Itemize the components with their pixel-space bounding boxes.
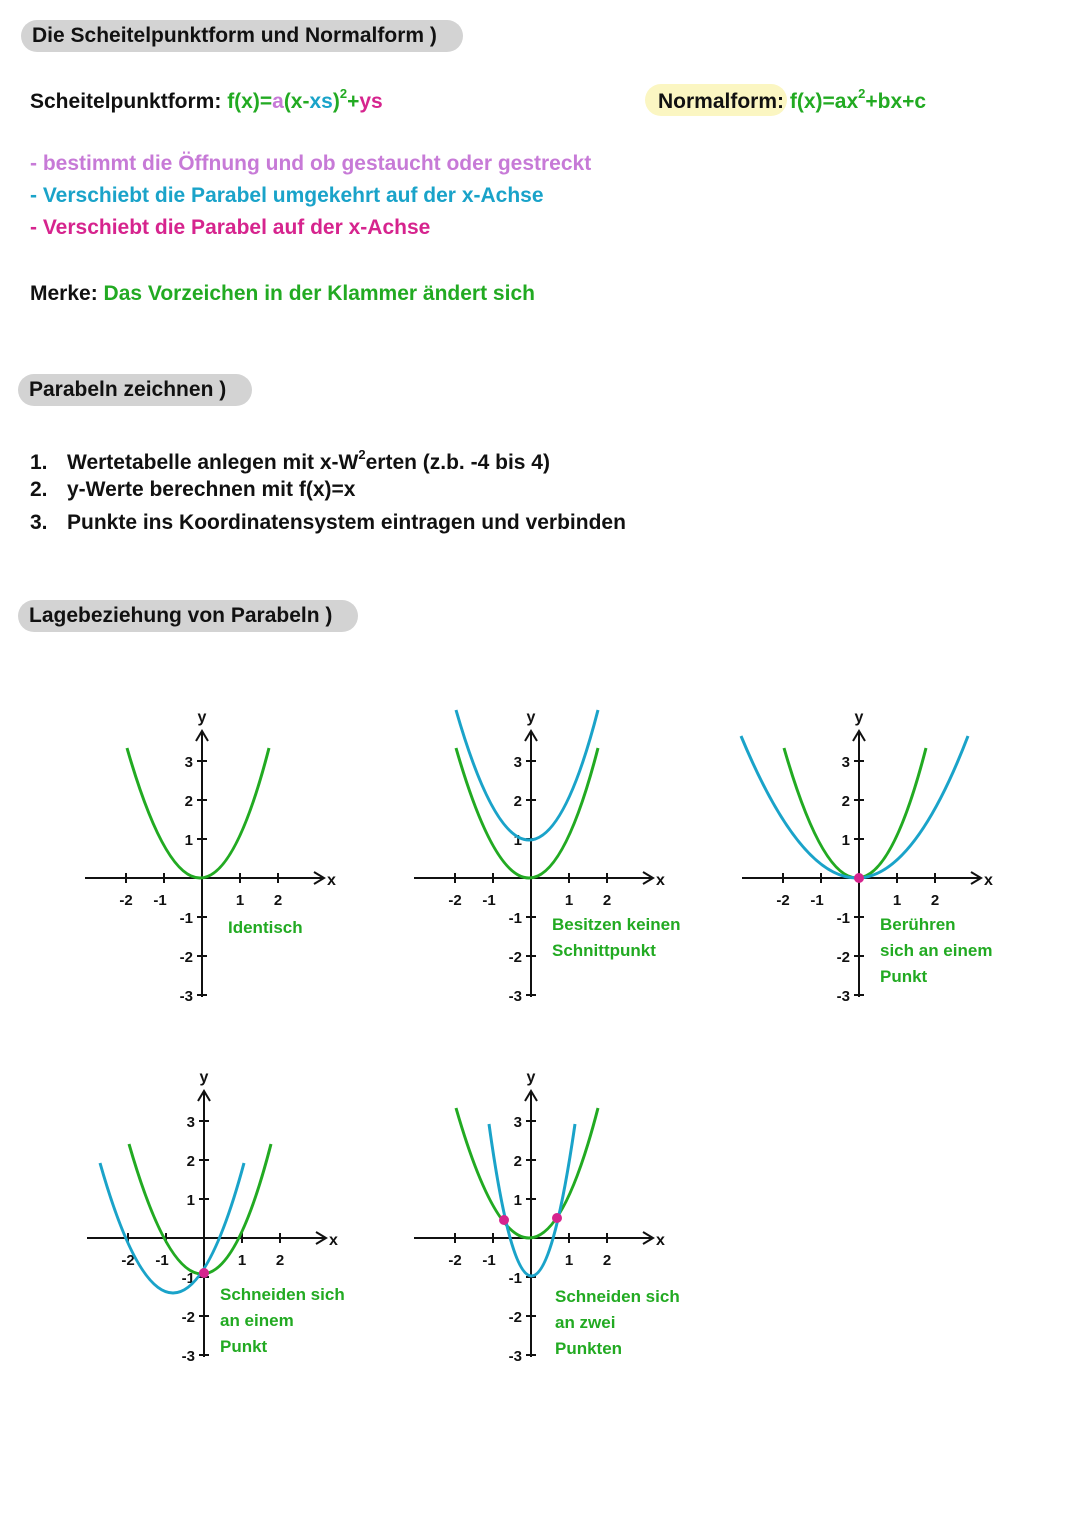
tick-label: -3 bbox=[181, 1348, 195, 1365]
section-title-scheitelpunktform: Die Scheitelpunktform und Normalform ) bbox=[21, 20, 463, 52]
merke-text: Das Vorzeichen in der Klammer ändert sich bbox=[103, 282, 535, 305]
merke-label: Merke: bbox=[30, 282, 104, 305]
tick-label: -2 bbox=[121, 1252, 135, 1269]
intersection-point bbox=[199, 1268, 209, 1278]
tick-label: 2 bbox=[186, 1153, 195, 1170]
bullet-ys: - Verschiebt die Parabel auf der x-Achse bbox=[30, 216, 431, 239]
step-text: Punkte ins Koordinatensystem eintragen und verbinden bbox=[67, 511, 626, 534]
tick-label: 1 bbox=[564, 1252, 574, 1269]
axis-y-label: y bbox=[199, 1069, 209, 1086]
tick-label: 1 bbox=[237, 1252, 247, 1269]
scheitelpunktform-line bbox=[30, 88, 383, 114]
normalform-formula-part1: f(x)=ax bbox=[789, 90, 859, 113]
scheitelpunktform-label: Scheitelpunktform: bbox=[30, 90, 228, 113]
step-number: 3. bbox=[30, 511, 48, 534]
tick-label: -3 bbox=[508, 1348, 522, 1365]
formula-exponent: 2 bbox=[339, 86, 348, 101]
tick-label: 3 bbox=[513, 1114, 522, 1131]
graph-identisch bbox=[80, 700, 340, 1005]
bullet-xs: - Verschiebt die Parabel umgekehrt auf der x-Achse bbox=[30, 184, 544, 207]
graph-label-line: Besitzen keinen bbox=[552, 915, 681, 934]
parabola-green bbox=[784, 748, 926, 878]
tick-label: 2 bbox=[602, 1252, 612, 1269]
tick-label: 3 bbox=[184, 754, 193, 771]
axis-x-label: x bbox=[984, 872, 993, 889]
tick-label: -1 bbox=[508, 910, 522, 927]
tick-label: -1 bbox=[181, 1270, 195, 1287]
formula-plus: + bbox=[347, 90, 360, 113]
tick-label: 3 bbox=[513, 754, 522, 771]
axis-x-label: x bbox=[656, 872, 665, 889]
tick-label: -2 bbox=[181, 1309, 195, 1326]
step-text-pre: Wertetabelle anlegen mit x-W bbox=[67, 451, 359, 474]
graph-label-line: Berühren bbox=[880, 915, 956, 934]
tick-label: 3 bbox=[186, 1114, 195, 1131]
tick-label: -1 bbox=[810, 892, 824, 909]
step-item bbox=[30, 506, 626, 539]
section-title-lagebeziehung: Lagebeziehung von Parabeln ) bbox=[18, 600, 358, 632]
intersection-point bbox=[552, 1213, 562, 1223]
tick-label: 1 bbox=[186, 1192, 195, 1209]
tick-label: 2 bbox=[184, 793, 193, 810]
tick-label: 1 bbox=[841, 832, 850, 849]
formula-paren-close: ) bbox=[332, 90, 340, 113]
graph-label-line: an zwei bbox=[555, 1313, 616, 1332]
step-text: y-Werte berechnen mit f(x)=x bbox=[67, 478, 356, 501]
tick-label: -1 bbox=[179, 910, 193, 927]
tick-label: 2 bbox=[513, 793, 522, 810]
tick-label: 3 bbox=[841, 754, 850, 771]
tick-label: 1 bbox=[564, 892, 574, 909]
graph-label-line: Punkt bbox=[220, 1337, 268, 1356]
merke-line bbox=[30, 282, 535, 306]
tick-label: -1 bbox=[482, 892, 496, 909]
axis-y-label: y bbox=[854, 709, 864, 726]
step-item bbox=[30, 473, 626, 506]
parabola-cyan bbox=[741, 736, 968, 878]
graph-label-zwei-schnittpunkte bbox=[555, 1284, 680, 1362]
graph-label-line: Schneiden sich bbox=[220, 1285, 345, 1304]
tick-label: -1 bbox=[508, 1270, 522, 1287]
step-text-post: erten (z.b. -4 bis 4) bbox=[365, 451, 550, 474]
normalform-line bbox=[658, 88, 926, 114]
graph-label-line: Punkt bbox=[880, 967, 928, 986]
tick-label: -2 bbox=[508, 1309, 522, 1326]
tick-label: 2 bbox=[930, 892, 940, 909]
normalform-exponent: 2 bbox=[858, 86, 866, 101]
axis-x-label: x bbox=[329, 1232, 338, 1249]
step-number: 2. bbox=[30, 478, 48, 501]
section-title-parabeln-zeichnen: Parabeln zeichnen ) bbox=[18, 374, 252, 406]
tick-label: 1 bbox=[235, 892, 245, 909]
tick-label: 2 bbox=[513, 1153, 522, 1170]
touch-point bbox=[854, 873, 864, 883]
axis-y-label: y bbox=[526, 709, 536, 726]
parabola-green bbox=[127, 748, 269, 878]
parabola-cyan bbox=[100, 1163, 247, 1293]
tick-label: -2 bbox=[448, 1252, 462, 1269]
tick-label: -3 bbox=[179, 988, 193, 1005]
graph-label-line: Identisch bbox=[228, 918, 303, 937]
tick-label: 2 bbox=[273, 892, 283, 909]
parabola-green bbox=[456, 748, 598, 878]
graph-label-line: sich an einem bbox=[880, 941, 993, 960]
tick-label: 1 bbox=[184, 832, 193, 849]
normalform-label: Normalform: bbox=[658, 90, 790, 113]
tick-label: -2 bbox=[179, 949, 193, 966]
graph-label-line: an einem bbox=[220, 1311, 294, 1330]
tick-label: 1 bbox=[513, 832, 522, 849]
tick-label: -3 bbox=[508, 988, 522, 1005]
axis-y-label: y bbox=[197, 709, 207, 726]
tick-label: 2 bbox=[275, 1252, 285, 1269]
tick-label: -2 bbox=[119, 892, 133, 909]
graph-label-line: Punkten bbox=[555, 1339, 623, 1358]
tick-label: -2 bbox=[448, 892, 462, 909]
bullet-a: - bestimmt die Öffnung und ob gestaucht oder gestreckt bbox=[30, 152, 592, 175]
axis-y-label: y bbox=[526, 1069, 536, 1086]
tick-label: 2 bbox=[602, 892, 612, 909]
tick-label: -3 bbox=[836, 988, 850, 1005]
steps-list bbox=[30, 440, 626, 539]
formula-a: a bbox=[272, 90, 284, 113]
tick-label: -2 bbox=[776, 892, 790, 909]
axis-x-label: x bbox=[656, 1232, 665, 1249]
tick-label: -1 bbox=[836, 910, 850, 927]
tick-label: 1 bbox=[513, 1192, 522, 1209]
parabola-green bbox=[456, 1108, 598, 1238]
tick-label: 2 bbox=[841, 793, 850, 810]
intersection-point bbox=[499, 1215, 509, 1225]
graph-label-line: Schnittpunkt bbox=[552, 941, 656, 960]
formula-paren-open: (x- bbox=[283, 90, 310, 113]
normalform-formula-part2: +bx+c bbox=[865, 90, 927, 113]
graph-label-beruehren bbox=[880, 912, 992, 990]
tick-label: -2 bbox=[508, 949, 522, 966]
tick-label: -1 bbox=[155, 1252, 169, 1269]
axis-x-label: x bbox=[327, 872, 336, 889]
graph-label-line: Schneiden sich bbox=[555, 1287, 680, 1306]
graph-label-identisch bbox=[228, 915, 303, 941]
tick-label: -2 bbox=[836, 949, 850, 966]
formula-f: f(x)= bbox=[227, 90, 273, 113]
graph-label-kein-schnittpunkt bbox=[552, 912, 681, 964]
formula-xs: xs bbox=[309, 90, 333, 113]
step-exponent: 2 bbox=[358, 447, 366, 462]
coordinate-axes bbox=[85, 709, 336, 1005]
step-item bbox=[30, 440, 626, 473]
graph-label-ein-schnittpunkt bbox=[220, 1282, 345, 1360]
formula-ys: ys bbox=[359, 90, 383, 113]
step-number: 1. bbox=[30, 451, 48, 474]
tick-label: -1 bbox=[153, 892, 167, 909]
tick-label: 1 bbox=[892, 892, 902, 909]
tick-label: -1 bbox=[482, 1252, 496, 1269]
parabola-green bbox=[129, 1144, 271, 1274]
